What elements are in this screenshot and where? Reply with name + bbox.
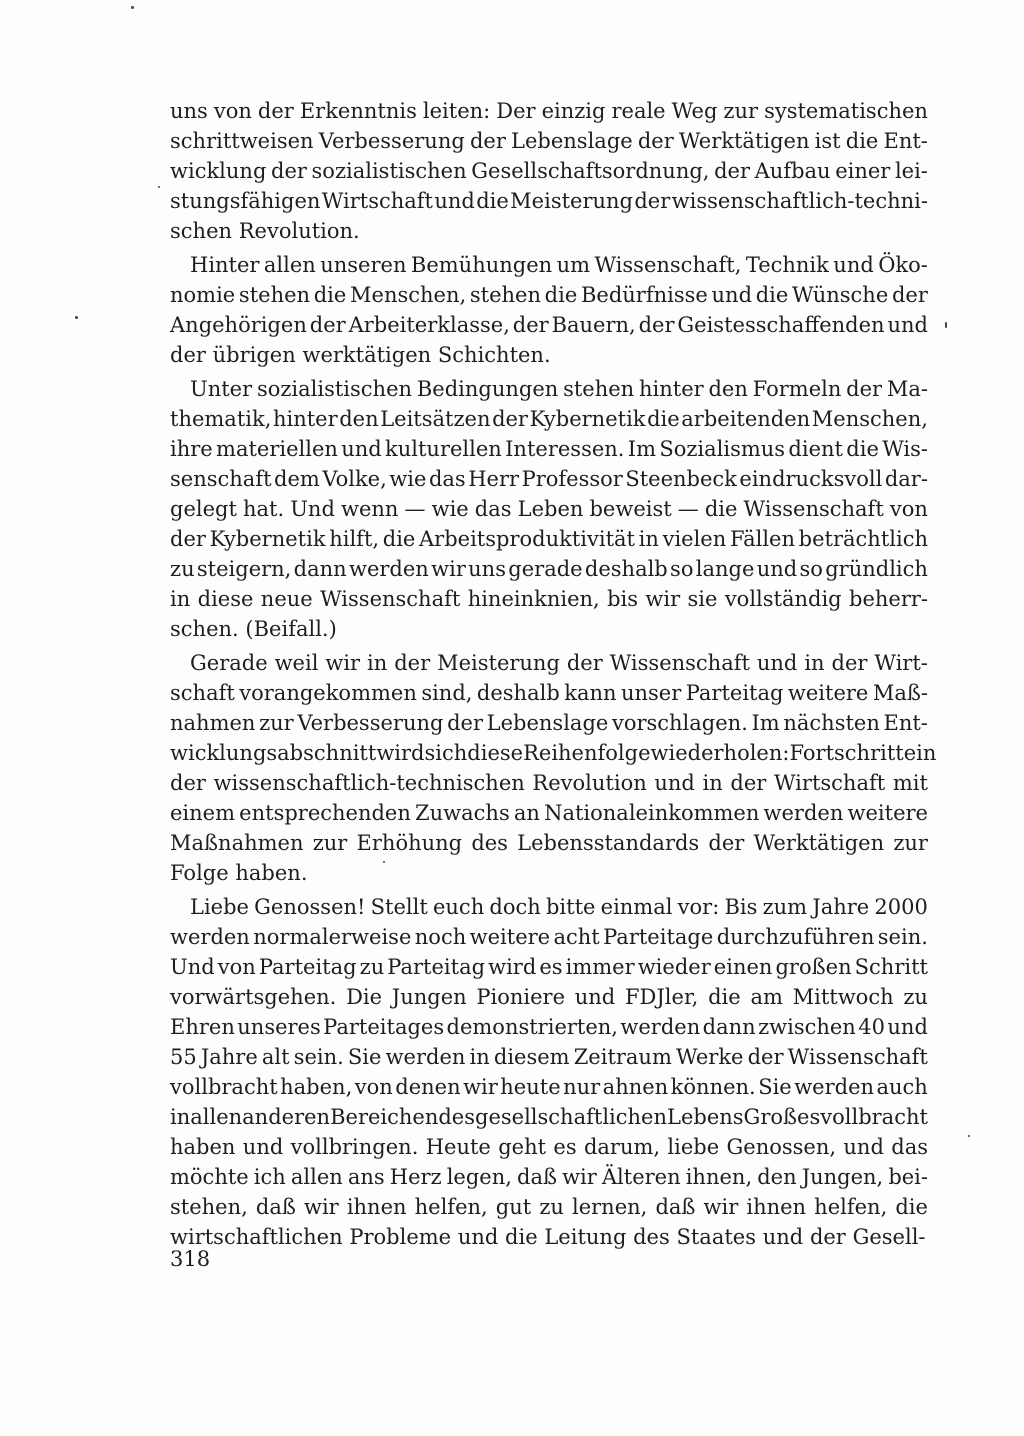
text-line: möchte ich allen ans Herz legen, daß wir Älteren ihnen, den Jungen, bei- — [170, 1165, 928, 1189]
text-line: uns von der Erkenntnis leiten: Der einzig reale Weg zur systematischen — [170, 99, 928, 123]
print-speck — [945, 322, 947, 328]
text-line: in diese neue Wissenschaft hineinknien, bis wir sie vollständig beherr- — [170, 587, 928, 611]
text-line: wirtschaftlichen Probleme und die Leitung des Staates und der Gesell- — [170, 1225, 926, 1249]
body-text — [170, 96, 937, 1252]
print-speck — [158, 186, 160, 188]
text-line: schaft vorangekommen sind, deshalb kann unser Parteitag weitere Maß- — [170, 681, 928, 705]
text-line: in allen anderen Bereichen des gesellschaftlichen Lebens Großes vollbracht — [170, 1105, 928, 1129]
text-line: Unter sozialistischen Bedingungen stehen hinter den Formeln der Ma- — [190, 377, 928, 401]
text-line: schen Revolution. — [170, 219, 360, 243]
text-line: Liebe Genossen! Stellt euch doch bitte einmal vor: Bis zum Jahre 2000 — [190, 895, 928, 919]
text-line: schrittweisen Verbesserung der Lebenslage der Werktätigen ist die Ent- — [170, 129, 928, 153]
page-number: 318 — [170, 1247, 211, 1271]
text-line: Hinter allen unseren Bemühungen um Wissenschaft, Technik und Öko- — [190, 253, 928, 277]
text-line: thematik, hinter den Leitsätzen der Kybernetik die arbeitenden Menschen, — [170, 407, 928, 431]
text-line: schen. (Beifall.) — [170, 617, 337, 641]
text-line: 55 Jahre alt sein. Sie werden in diesem Zeitraum Werke der Wissenschaft — [170, 1045, 928, 1069]
text-line: der übrigen werktätigen Schichten. — [170, 343, 551, 367]
text-line: nomie stehen die Menschen, stehen die Bedürfnisse und die Wünsche der — [170, 283, 928, 307]
paragraph — [170, 648, 937, 888]
text-line: wicklung der sozialistischen Gesellschaftsordnung, der Aufbau einer lei- — [170, 159, 928, 183]
text-line: einem entsprechenden Zuwachs an Nationaleinkommen werden weitere — [170, 801, 928, 825]
print-speck — [131, 6, 134, 9]
print-speck — [968, 1135, 970, 1137]
text-line: der Kybernetik hilft, die Arbeitsproduktivität in vielen Fällen beträchtlich — [170, 527, 928, 551]
text-line: werden normalerweise noch weitere acht Parteitage durchzuführen sein. — [170, 925, 928, 949]
text-line: Gerade weil wir in der Meisterung der Wissenschaft und in der Wirt- — [190, 651, 928, 675]
text-line: stehen, daß wir ihnen helfen, gut zu lernen, daß wir ihnen helfen, die — [170, 1195, 928, 1219]
paragraph — [170, 250, 928, 370]
paragraph — [170, 374, 928, 644]
text-line: Maßnahmen zur Erhöhung des Lebensstandards der Werktätigen zur — [170, 831, 928, 855]
text-line: senschaft dem Volke, wie das Herr Professor Steenbeck eindrucksvoll dar- — [170, 467, 928, 491]
text-line: Und von Parteitag zu Parteitag wird es immer wieder einen großen Schritt — [170, 955, 928, 979]
text-line: Ehren unseres Parteitages demonstrierten, werden dann zwischen 40 und — [170, 1015, 928, 1039]
print-speck — [75, 316, 78, 319]
text-line: Folge haben. — [170, 861, 308, 885]
paragraph — [170, 892, 928, 1252]
text-line: haben und vollbringen. Heute geht es darum, liebe Genossen, und das — [170, 1135, 928, 1159]
text-line: wicklungsabschnitt wird sich diese Reihenfolge wiederholen: Fortschritte in — [170, 741, 937, 765]
text-line: ihre materiellen und kulturellen Interessen. Im Sozialismus dient die Wis- — [170, 437, 928, 461]
text-line: der wissenschaftlich-technischen Revolution und in der Wirtschaft mit — [170, 771, 928, 795]
text-line: vollbracht haben, von denen wir heute nur ahnen können. Sie werden auch — [170, 1075, 928, 1099]
text-line: nahmen zur Verbesserung der Lebenslage vorschlagen. Im nächsten Ent- — [170, 711, 928, 735]
paragraph — [170, 96, 928, 246]
text-line: Angehörigen der Arbeiterklasse, der Bauern, der Geistesschaffenden und — [170, 313, 928, 337]
text-line: gelegt hat. Und wenn — wie das Leben beweist — die Wissenschaft von — [170, 497, 928, 521]
text-line: zu steigern, dann werden wir uns gerade deshalb so lange und so gründlich — [170, 557, 928, 581]
text-line: stungsfähigen Wirtschaft und die Meisterung der wissenschaftlich-techni- — [170, 189, 928, 213]
text-line: vorwärtsgehen. Die Jungen Pioniere und FDJler, die am Mittwoch zu — [170, 985, 928, 1009]
